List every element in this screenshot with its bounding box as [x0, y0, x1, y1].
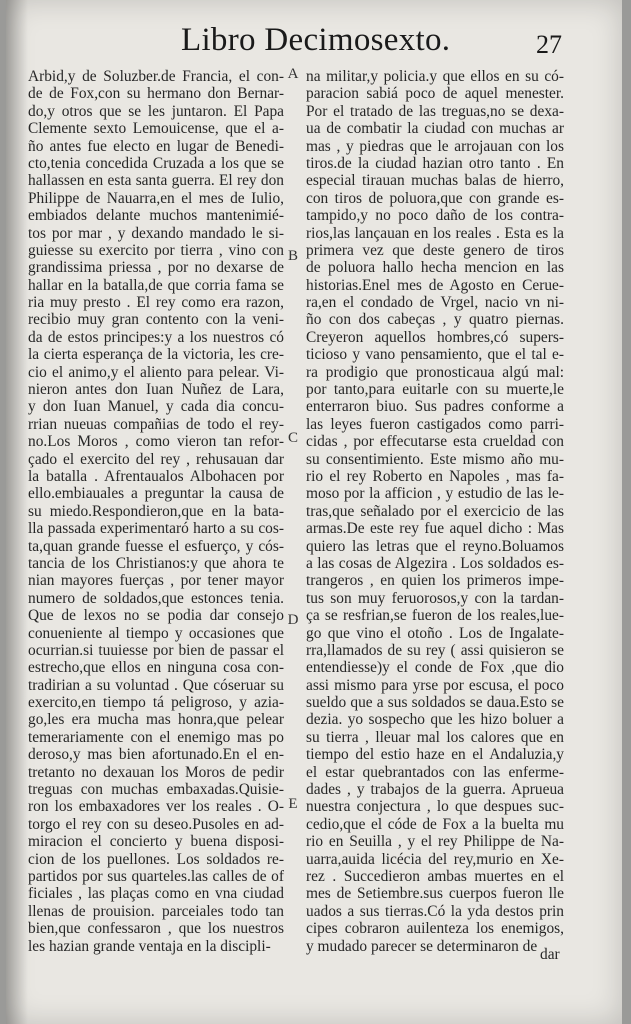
left-column-line: grandissima priessa , por no dexarse de — [28, 259, 284, 277]
right-column-line: historias.Enel mes de Agosto en Cerue- — [306, 276, 564, 294]
left-column-line: ño antes fue electo en lugar de Benedi- — [28, 137, 284, 155]
left-column-line: tancia de los Christianos:y que ahora te — [28, 554, 284, 572]
right-column-line: cedio,que el códe de Fox a la buelta mu — [306, 815, 564, 833]
left-column-line: nieron antes don Iuan Nuñez de Lara, — [28, 381, 284, 399]
left-column-line: de de Fox,con su hermano don Bernar- — [28, 85, 284, 103]
left-column-line: do,y otros que se les juntaron. El Papa — [28, 102, 284, 120]
right-column-line: Creyeron aquellos hombres,có supers- — [306, 328, 564, 346]
right-column-line: tras,que señalado por el exercicio de las — [306, 502, 564, 520]
left-column-line: ta,quan grande fuesse el esfuerço, y cós- — [28, 537, 284, 555]
right-column-line: uarra,auida licécia del rey,murio en Xe- — [306, 850, 564, 868]
right-column-line: ra prodigio que pronosticaua algú mal: — [306, 363, 564, 381]
right-column-line: sueldo que a sus soldados se daua.Esto se — [306, 694, 564, 712]
left-column-line: les hazian grande ventaja en la discipli- — [28, 937, 271, 955]
left-column-line: rrian nueuas compañias de todo el rey- — [28, 415, 284, 433]
right-column-line: ça se resfrian,se fueron de los reales,lue- — [306, 607, 564, 625]
left-column-line: y don Iuan Manuel, y cada dia concu- — [28, 398, 284, 416]
right-column-line: quiero las letras que el reyno.Boluamos — [306, 537, 564, 555]
right-column-line: entendiesse)y el conde de Fox ,que dio — [306, 659, 564, 677]
left-column-line: Philippe de Nauarra,en el mes de Iulio, — [28, 189, 284, 207]
left-column-line: deroso,y mas bien afortunado.En el en- — [28, 746, 284, 764]
left-column-line: ocurrian.si tuuiesse por bien de passar el — [28, 641, 284, 659]
left-column-line: la batalla . Afrentaualos Albohacen por — [28, 467, 284, 485]
left-column-line: ron los embaxadores ver los reales . O- — [28, 798, 284, 816]
right-column-line: enterraron biuo. Sus padres conforme a — [306, 398, 564, 416]
right-text-column — [306, 68, 564, 955]
left-column-line: hallassen en esta santa guerra. El rey don — [28, 172, 284, 190]
right-column-line: ticioso y vano pensamiento, que el tal e- — [306, 346, 564, 364]
right-column-line: ra,en el condado de Vrgel, nacio vn ni- — [306, 294, 564, 312]
left-column-line: no.Los Moros , como vieron tan refor- — [28, 433, 284, 451]
page-number: 27 — [536, 30, 562, 59]
left-column-line: ello.embiauales a preguntar la causa de — [28, 485, 284, 503]
left-column-line: guiesse su exercito por tierra , vino con — [28, 241, 284, 259]
left-column-line: treguas con muchas embaxadas.Quisie- — [28, 781, 284, 799]
left-column-line: estrecho,que ellos en ninguna cosa con- — [28, 659, 284, 677]
right-column-line: tiros.de la ciudad hazian otro tanto . En — [306, 154, 564, 172]
left-column-line: cion de los puellones. Los soldados re- — [28, 850, 284, 868]
left-column-line: hallar en la batalla,de que corria fama se — [28, 276, 284, 294]
left-column-line: bien,que confessaron , que los nuestros — [28, 920, 284, 938]
right-column-line: tampido,y no poco daño de los contra- — [306, 207, 564, 225]
left-column-line: cio el animo,y el aliento para pelear. Vi- — [28, 363, 284, 381]
right-column-line: cipes cobraron auilenteza los enemigos, — [306, 920, 564, 938]
left-column-line: Arbid,y de Soluzber.de Francia, el con- — [28, 68, 284, 85]
left-column-line: temerariamente con el enemigo mas po — [28, 728, 284, 746]
right-column-line: trangeros , en quien los primeros impe- — [306, 572, 564, 590]
right-column-line: tiempo del estio haze en el Andaluzia,y — [306, 746, 564, 764]
right-column-line: ua de combatir la ciudad con muchas ar — [306, 120, 564, 138]
right-column-line: primera vez que deste genero de tiros — [306, 241, 564, 259]
right-column-line: paracion sabiá poco de aquel menester. — [306, 85, 564, 103]
left-column-line: da de estos principes:y a los nuestros có — [28, 328, 284, 346]
margin-letter-e: E — [288, 796, 298, 812]
right-column-line: y mudado parecer se determinaron de — [306, 937, 538, 955]
right-column-line: las leyes fueron castigados como parri- — [306, 415, 564, 433]
left-column-line: recibio muy gran contento con la veni- — [28, 311, 284, 329]
right-column-line: nuestra conjectura , lo que despues suc- — [306, 798, 564, 816]
left-column-line: nian mayores fuerças , por tener mayor — [28, 572, 284, 590]
running-header-title: Libro Decimosexto. — [181, 22, 451, 58]
right-column-line: por tanto,para euitarle con su muerte,le — [306, 381, 564, 399]
left-column-line: torgo el rey con su deseo.Pusoles en ad- — [28, 815, 284, 833]
left-column-line: su miedo.Respondieron,que en la bata- — [28, 502, 284, 520]
right-column-line: rio en Seuilla , y el rey Philippe de Na- — [306, 833, 564, 851]
left-column-line: numero de soldados,que estonces tenia. — [28, 589, 284, 607]
left-column-line: conueniente al tiempo y occasiones que — [28, 624, 284, 642]
right-column-line: su consentimiento. Este mismo año mu- — [306, 450, 564, 468]
right-column-line: mes de Setiembre.sus cuerpos fueron lle — [306, 885, 564, 903]
right-column-line: rez . Succedieron ambas muertes en el — [306, 867, 564, 885]
right-column-line: moso por la afficion , y estudio de las le- — [306, 485, 564, 503]
right-column-line: a las cosas de Algezira . Los soldados es- — [306, 554, 564, 572]
left-column-line: cto,tenia concedida Cruzada a los que se — [28, 154, 284, 172]
left-column-line: lla passada experimentaró harto a su cos- — [28, 520, 284, 538]
right-column-line: assi mismo para yrse por escusa, el poco — [306, 676, 564, 694]
book-page — [6, 0, 622, 1024]
left-column-line: tos por mar , y dexando mandado le si- — [28, 224, 284, 242]
left-text-column — [28, 68, 284, 955]
left-column-line: çado el exercito del rey , rehusauan dar — [28, 450, 284, 468]
right-column-line: rios,las lançauan en los reales . Esta es la — [306, 224, 564, 242]
right-column-line: dades , y trabajos de la guerra. Aprueua — [306, 781, 564, 799]
left-column-line: miracion el concierto y buena disposi- — [28, 833, 284, 851]
right-column-line: ño con dos cabeças , y quatro piernas. — [306, 311, 564, 329]
catchword: dar — [540, 946, 560, 963]
margin-letter-b: B — [287, 248, 298, 264]
left-column-line: tretanto no dexauan los Moros de pedir — [28, 763, 284, 781]
right-column-line: rra,llamados de su rey ( assi quisieron se — [306, 641, 564, 659]
left-column-line: exercito,en tiempo tá peligroso, y azia- — [28, 694, 284, 712]
right-column-line: cidas , por effecutarse esta crueldad con — [306, 433, 564, 451]
left-column-line: embiados delante muchos mantenimié- — [28, 207, 284, 225]
left-column-line: Que de lexos no se podia dar consejo — [28, 607, 284, 625]
right-column-line: na militar,y policia.y que ellos en su có- — [306, 68, 564, 85]
right-column-line: dezia. yo sospecho que les hizo boluer a — [306, 711, 564, 729]
right-column-line: especial tirauan muchas balas de hierro, — [306, 172, 564, 190]
right-column-line: mas , y piedras que le arrojauan con los — [306, 137, 564, 155]
right-column-line: rio el rey Roberto en Napoles , mas fa- — [306, 467, 564, 485]
right-column-line: go que vino el otoño . Los de Ingalate- — [306, 624, 564, 642]
left-column-line: partidos por sus quarteles.las calles de of — [28, 867, 284, 885]
left-column-line: ficiales , las plaças como en vna ciudad — [28, 885, 284, 903]
left-column-line: llenas de prouision. parceiales todo tan — [28, 902, 284, 920]
margin-letter-a: A — [287, 66, 299, 82]
right-column-line: tus son muy feruorosos,y con la tardan- — [306, 589, 564, 607]
margin-letter-c: C — [287, 430, 298, 446]
left-column-line: ria muy presto . El rey como era razon, — [28, 294, 284, 312]
left-column-line: tradirian a su voluntad . Que cóseruar su — [28, 676, 284, 694]
right-column-line: Por el tratado de las treguas,no se dexa- — [306, 102, 564, 120]
page-gutter-shadow — [6, 0, 28, 1024]
right-column-line: uados a sus tierras.Có la yda destos prin — [306, 902, 564, 920]
left-column-line: go,les era mucha mas honra,que pelear — [28, 711, 284, 729]
right-column-line: el estar quebrantados con las enferme- — [306, 763, 564, 781]
left-column-line: la cierta esperança de la victoria, les cre- — [28, 346, 284, 364]
right-column-line: armas.De este rey fue aquel dicho : Mas — [306, 520, 564, 538]
right-column-line: con tiros de poluora,que con grande es- — [306, 189, 564, 207]
right-column-line: su tierra , lleuar mal los calores que en — [306, 728, 564, 746]
left-column-line: Clemente sexto Lemouicense, que el a- — [28, 120, 284, 138]
right-column-line: de poluora hallo hecha mencion en las — [306, 259, 564, 277]
margin-letter-d: D — [287, 612, 299, 628]
